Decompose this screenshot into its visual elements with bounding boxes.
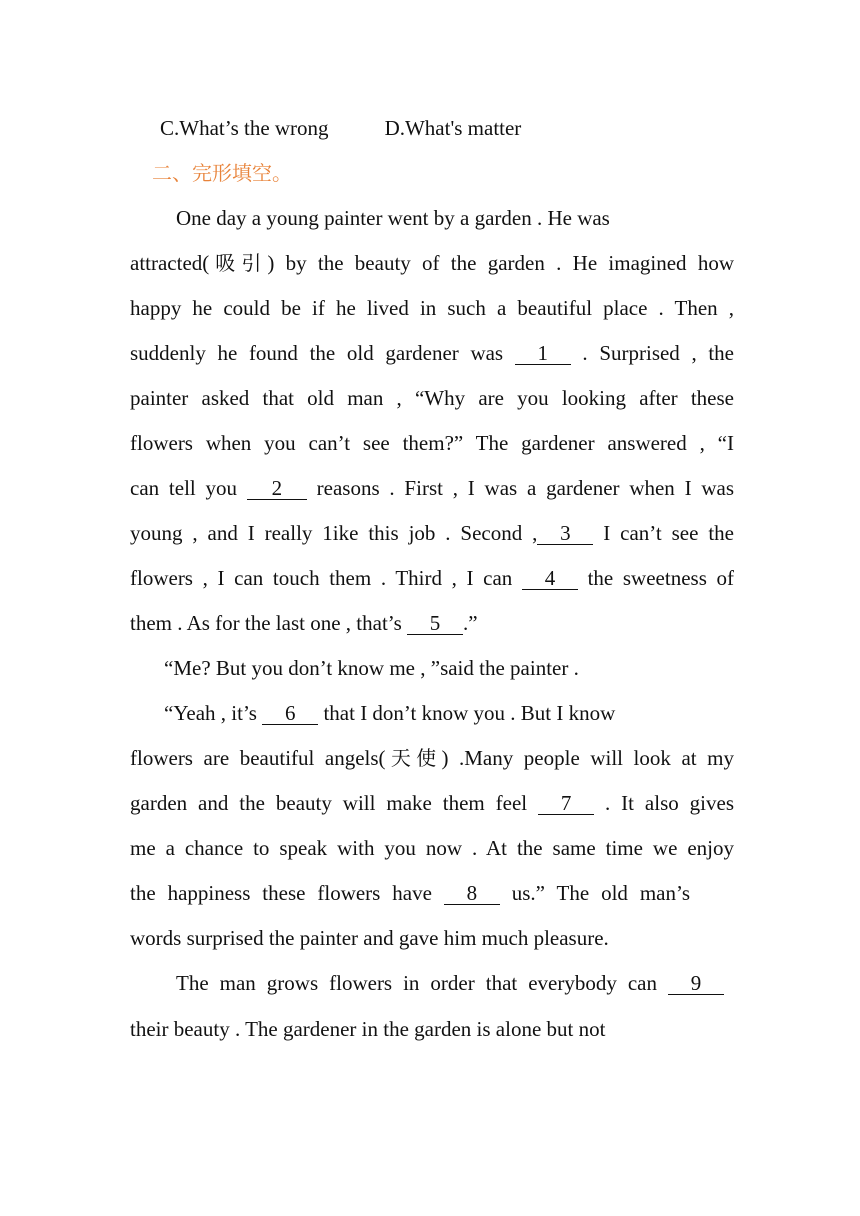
passage-line-15: me a chance to speak with you now . At the same time we enjoy	[130, 836, 734, 860]
cjk-gloss-angel: 天使	[385, 746, 442, 770]
passage-line-3: happy he could be if he lived in such a beautiful place . Then ,	[130, 296, 734, 320]
blank-2[interactable]: 2	[247, 477, 307, 500]
blank-3[interactable]: 3	[537, 522, 593, 545]
blank-4[interactable]: 4	[522, 567, 578, 590]
passage-line-1: One day a young painter went by a garden . He was	[176, 206, 610, 230]
option-c: C.What’s the wrong	[160, 116, 329, 140]
passage-line-18: The man grows flowers in order that everybody can 9	[176, 968, 724, 998]
blank-6[interactable]: 6	[262, 702, 318, 725]
passage-line-5: painter asked that old man , “Why are you looking after these	[130, 386, 734, 410]
blank-9[interactable]: 9	[668, 972, 724, 995]
passage-line-2: attracted(吸引) by the beauty of the garden . He imagined how	[130, 251, 734, 275]
blank-8[interactable]: 8	[444, 882, 500, 905]
blank-1[interactable]: 1	[515, 342, 571, 365]
passage-line-19: their beauty . The gardener in the garden is alone but not	[130, 1017, 606, 1041]
passage-line-12: “Yeah , it’s 6 that I don’t know you . But I know	[164, 701, 616, 725]
passage-line-17: words surprised the painter and gave him much pleasure.	[130, 926, 609, 950]
passage-line-8: young , and I really 1ike this job . Second , 3 I can’t see the	[130, 521, 734, 545]
passage-line-13: flowers are beautiful angels(天使) .Many people will look at my	[130, 746, 734, 770]
option-d: D.What's matter	[384, 116, 522, 140]
passage-line-6: flowers when you can’t see them?” The gardener answered , “I	[130, 431, 734, 455]
cjk-gloss-attract: 吸引	[209, 251, 268, 275]
blank-7[interactable]: 7	[538, 792, 594, 815]
passage-line-16: the happiness these flowers have 8 us.” The old man’s	[130, 881, 691, 905]
blank-5[interactable]: 5	[407, 612, 463, 635]
passage-line-11: “Me? But you don’t know me , ”said the painter .	[164, 656, 579, 680]
passage-line-7: can tell you 2 reasons . First , I was a gardener when I was	[130, 476, 735, 500]
options-line	[160, 113, 521, 143]
passage-line-10: them . As for the last one , that’s 5 .”	[130, 611, 478, 635]
passage-line-14: garden and the beauty will make them feel 7 . It also gives	[130, 791, 734, 815]
section-heading: 二、完形填空。	[152, 161, 292, 185]
passage-line-4: suddenly he found the old gardener was 1 . Surprised , the	[130, 341, 735, 365]
passage-line-9: flowers , I can touch them . Third , I can 4 the sweetness of	[130, 566, 734, 590]
